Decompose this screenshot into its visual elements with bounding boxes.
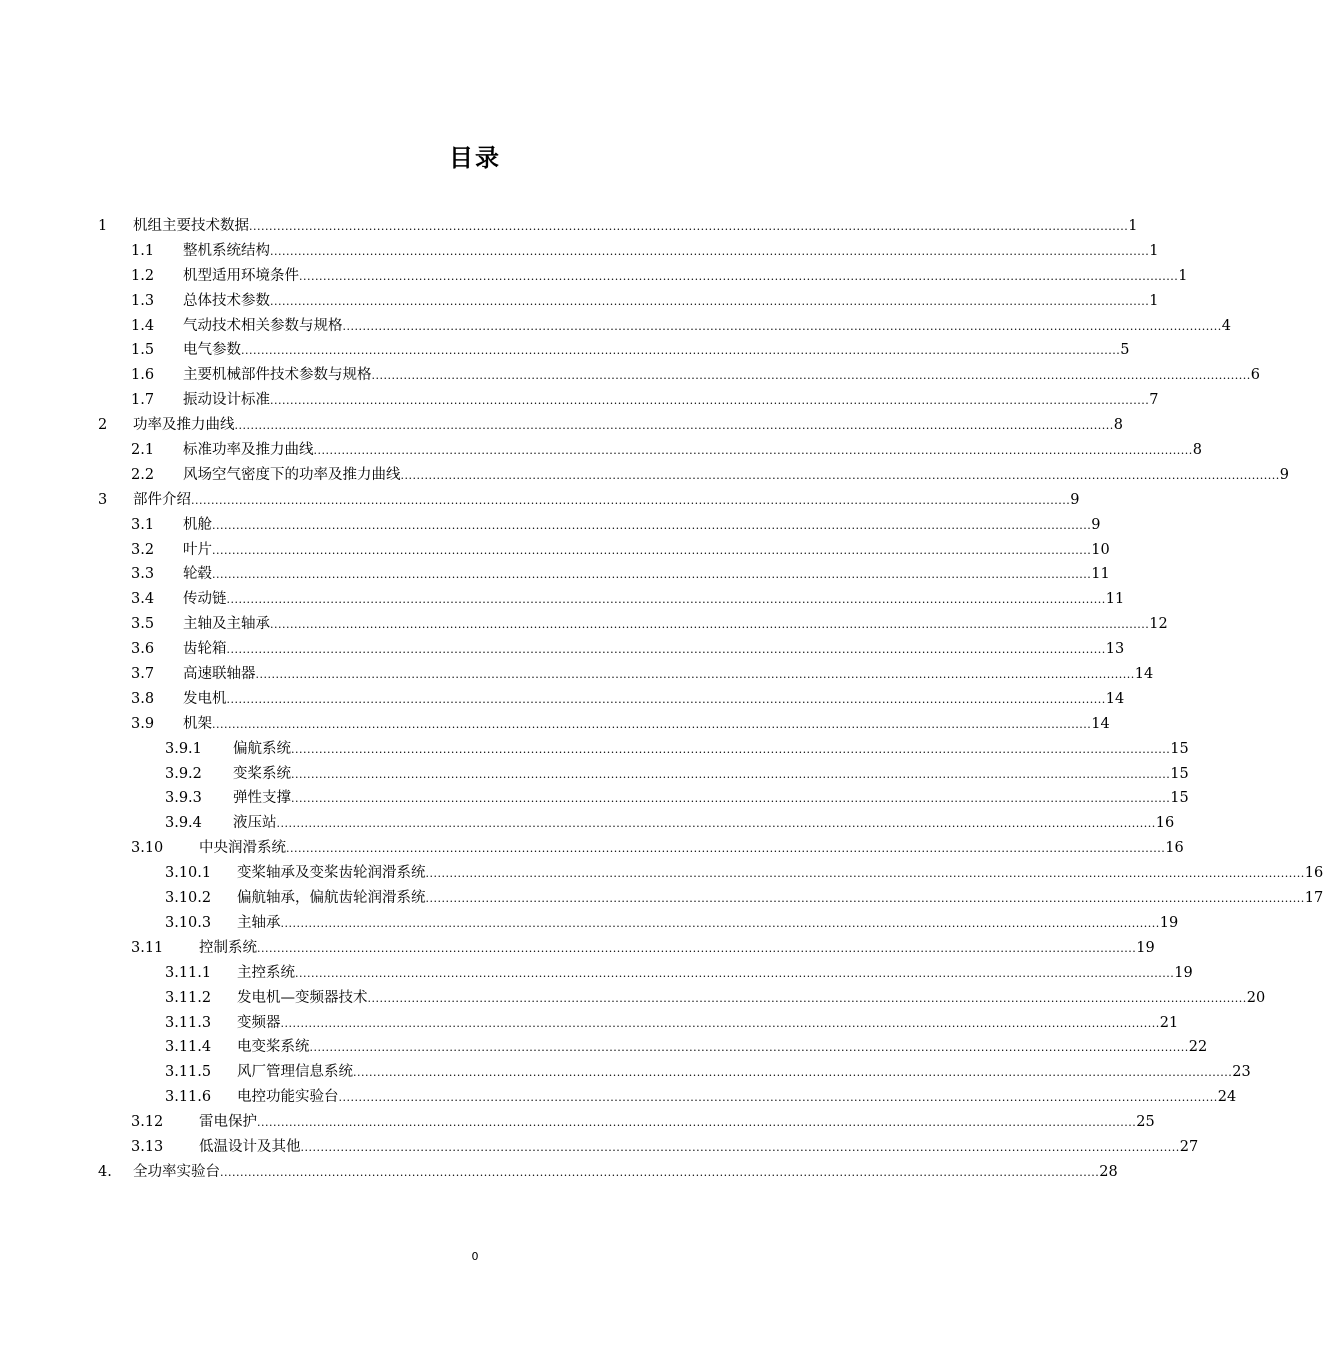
toc-entry-page: 14 — [1135, 662, 1153, 687]
toc-entry-number: 3.9.3 — [165, 790, 202, 807]
toc-entry-number: 1.4 — [131, 317, 155, 334]
toc-entry[interactable] — [0, 986, 1266, 1011]
toc-entry[interactable] — [0, 1160, 1118, 1185]
toc-leader-dots: ............................................................................................................................................................................................................................ — [212, 717, 1092, 731]
toc-entry[interactable] — [0, 886, 1323, 911]
toc-entry[interactable] — [0, 338, 1130, 363]
toc-entry-label[interactable]: 风厂管理信息系统 — [237, 1060, 353, 1085]
toc-entry-label[interactable]: 偏航系统 — [233, 737, 291, 762]
toc-entry-label[interactable]: 电控功能实验台 — [237, 1085, 339, 1110]
toc-entry[interactable] — [0, 289, 1159, 314]
toc-entry[interactable] — [0, 637, 1125, 662]
toc-entry-number: 2 — [98, 417, 108, 434]
toc-leader-dots: ............................................................................................................................................................................................................................ — [270, 618, 1150, 632]
toc-leader-dots: ............................................................................................................................................................................................................................ — [226, 593, 1106, 607]
toc-entry[interactable] — [0, 836, 1184, 861]
toc-entry-label[interactable]: 控制系统 — [199, 936, 257, 961]
toc-leader-dots: ............................................................................................................................................................................................................................ — [286, 842, 1166, 856]
toc-entry-number: 3.6 — [131, 641, 155, 658]
toc-entry-number: 3.2 — [131, 541, 155, 558]
toc-entry-page: 11 — [1091, 562, 1109, 587]
toc-entry-page: 19 — [1174, 961, 1192, 986]
toc-leader-dots: ............................................................................................................................................................................................................................ — [276, 817, 1156, 831]
toc-entry-label[interactable]: 低温设计及其他 — [199, 1135, 301, 1160]
toc-entry-number: 1 — [98, 218, 108, 234]
toc-entry-label[interactable]: 发电机 — [183, 687, 227, 712]
toc-entry-label[interactable]: 发电机—变频器技术 — [237, 986, 368, 1011]
toc-entry-number: 3.9.1 — [165, 740, 202, 757]
toc-entry-page: 16 — [1156, 811, 1174, 836]
toc-leader-dots: ............................................................................................................................................................................................................................ — [191, 493, 1071, 507]
toc-entry-label[interactable]: 主轴承 — [237, 911, 281, 936]
toc-entry-number: 3.12 — [131, 1114, 164, 1131]
toc-leader-dots: ............................................................................................................................................................................................................................ — [212, 568, 1092, 582]
toc-entry-label[interactable]: 主控系统 — [237, 961, 295, 986]
toc-entry-number: 3.11.5 — [165, 1064, 212, 1081]
toc-leader-dots: ............................................................................................................................................................................................................................ — [291, 792, 1171, 806]
toc-entry-label[interactable]: 机组主要技术数据 — [133, 214, 249, 239]
toc-leader-dots: ............................................................................................................................................................................................................................ — [249, 220, 1129, 233]
toc-entry[interactable] — [0, 936, 1155, 961]
toc-entry-label[interactable]: 弹性支撑 — [233, 786, 291, 811]
toc-leader-dots: ............................................................................................................................................................................................................................ — [226, 643, 1106, 657]
toc-entry[interactable] — [0, 612, 1168, 637]
toc-entry[interactable] — [0, 662, 1154, 687]
toc-leader-dots: ............................................................................................................................................................................................................................ — [342, 319, 1222, 333]
toc-entry-number: 3.10.1 — [165, 865, 212, 882]
toc-leader-dots: ............................................................................................................................................................................................................................ — [300, 1140, 1180, 1154]
toc-entry-page: 23 — [1232, 1060, 1250, 1085]
toc-entry[interactable] — [0, 861, 1323, 886]
toc-entry-number: 3 — [98, 491, 108, 508]
toc-leader-dots: ............................................................................................................................................................................................................................ — [226, 692, 1106, 706]
toc-entry-label[interactable]: 全功率实验台 — [133, 1160, 220, 1185]
toc-entry-number: 3.1 — [131, 516, 155, 533]
toc-leader-dots: ............................................................................................................................................................................................................................ — [400, 468, 1280, 482]
toc-entry[interactable] — [0, 1060, 1251, 1085]
toc-leader-dots: ............................................................................................................................................................................................................................ — [241, 344, 1121, 358]
toc-entry-label[interactable]: 机架 — [183, 712, 212, 737]
toc-entry-number: 1.7 — [131, 392, 155, 409]
toc-entry-label[interactable]: 部件介绍 — [133, 488, 191, 513]
toc-leader-dots: ............................................................................................................................................................................................................................ — [425, 892, 1305, 906]
toc-entry-label[interactable]: 齿轮箱 — [183, 637, 227, 662]
toc-entry-page: 16 — [1305, 861, 1323, 886]
toc-leader-dots: ............................................................................................................................................................................................................................ — [425, 867, 1305, 881]
toc-leader-dots: ............................................................................................................................................................................................................................ — [295, 966, 1175, 980]
toc-entry-page: 25 — [1136, 1110, 1154, 1135]
toc-entry-label[interactable]: 轮毂 — [183, 562, 212, 587]
toc-entry-label[interactable]: 主要机械部件技术参数与规格 — [183, 363, 372, 388]
toc-entry[interactable] — [0, 413, 1123, 438]
toc-entry[interactable] — [0, 264, 1188, 289]
toc-entry-number: 3.5 — [131, 616, 155, 633]
toc-entry-page: 10 — [1091, 538, 1109, 563]
toc-entry[interactable] — [0, 214, 1138, 239]
toc-leader-dots: ............................................................................................................................................................................................................................ — [309, 1041, 1189, 1055]
toc-entry-label[interactable]: 变桨轴承及变桨齿轮润滑系统 — [237, 861, 426, 886]
toc-entry-number: 1.6 — [131, 367, 155, 384]
toc-entry-page: 1 — [1149, 239, 1158, 264]
toc-entry-label[interactable]: 总体技术参数 — [183, 289, 270, 314]
toc-entry-label[interactable]: 液压站 — [233, 811, 277, 836]
toc-entry-page: 19 — [1160, 911, 1178, 936]
toc-entry-page: 8 — [1114, 413, 1123, 438]
toc-entry-label[interactable]: 传动链 — [183, 587, 227, 612]
toc-entry-page: 13 — [1106, 637, 1124, 662]
toc-entry-number: 3.10.3 — [165, 914, 212, 931]
toc-entry-number: 1.5 — [131, 342, 155, 359]
toc-entry-page: 1 — [1178, 264, 1187, 289]
toc-entry[interactable] — [0, 562, 1110, 587]
toc-entry-number: 3.10 — [131, 840, 164, 857]
toc-entry[interactable] — [0, 463, 1289, 488]
toc-entry[interactable] — [0, 1085, 1237, 1110]
toc-entry[interactable] — [0, 538, 1110, 563]
toc-entry-number: 1.3 — [131, 292, 155, 309]
toc-entry[interactable] — [0, 1035, 1208, 1060]
toc-leader-dots: ............................................................................................................................................................................................................................ — [291, 742, 1171, 756]
toc-leader-dots: ............................................................................................................................................................................................................................ — [212, 518, 1092, 532]
toc-entry[interactable] — [0, 762, 1189, 787]
toc-entry-number: 3.7 — [131, 666, 155, 683]
toc-entry-label[interactable]: 机型适用环境条件 — [183, 264, 299, 289]
toc-entry-label[interactable]: 功率及推力曲线 — [133, 413, 235, 438]
toc-entry-page: 11 — [1106, 587, 1124, 612]
toc-entry[interactable] — [0, 961, 1193, 986]
toc-entry-number: 2.2 — [131, 466, 155, 483]
toc-entry-number: 3.10.2 — [165, 890, 212, 907]
toc-entry-number: 3.9 — [131, 715, 155, 732]
toc-entry-number: 3.11.3 — [165, 1014, 212, 1031]
toc-entry-label[interactable]: 振动设计标准 — [183, 388, 270, 413]
toc-leader-dots: ............................................................................................................................................................................................................................ — [270, 244, 1150, 258]
toc-entry-page: 4 — [1222, 314, 1231, 339]
toc-entry[interactable] — [0, 811, 1175, 836]
toc-entry-number: 3.11 — [131, 939, 164, 956]
toc-leader-dots: ............................................................................................................................................................................................................................ — [270, 294, 1150, 308]
toc-leader-dots: ............................................................................................................................................................................................................................ — [353, 1066, 1233, 1080]
toc-entry-label[interactable]: 变桨系统 — [233, 762, 291, 787]
toc-entry[interactable] — [0, 1011, 1179, 1036]
toc-entry-label[interactable]: 主轴及主轴承 — [183, 612, 270, 637]
toc-leader-dots: ............................................................................................................................................................................................................................ — [291, 767, 1171, 781]
toc-entry-label[interactable]: 电变桨系统 — [237, 1035, 310, 1060]
toc-entry-page: 28 — [1099, 1160, 1117, 1185]
toc-leader-dots: ............................................................................................................................................................................................................................ — [299, 269, 1179, 283]
toc-entry-page: 9 — [1070, 488, 1079, 513]
toc-entry[interactable] — [0, 737, 1189, 762]
toc-entry[interactable] — [0, 314, 1231, 339]
toc-entry-page: 6 — [1251, 363, 1260, 388]
toc-entry-page: 27 — [1180, 1135, 1198, 1160]
toc-entry-number: 3.3 — [131, 566, 155, 583]
toc-entry-number: 3.11.1 — [165, 964, 212, 981]
toc-leader-dots: ............................................................................................................................................................................................................................ — [220, 1165, 1100, 1179]
toc-entry-page: 22 — [1189, 1035, 1207, 1060]
toc-entry-page: 5 — [1120, 338, 1129, 363]
toc-entry[interactable] — [0, 1135, 1199, 1160]
toc-entry-number: 3.13 — [131, 1138, 164, 1155]
toc-entry-number: 4. — [98, 1163, 112, 1180]
toc-entry-page: 14 — [1106, 687, 1124, 712]
toc-entry[interactable] — [0, 687, 1125, 712]
toc-entry[interactable] — [0, 911, 1179, 936]
toc-leader-dots: ............................................................................................................................................................................................................................ — [257, 1116, 1137, 1130]
toc-entry-page: 9 — [1280, 463, 1289, 488]
toc-leader-dots: ............................................................................................................................................................................................................................ — [313, 444, 1193, 458]
toc-entry[interactable] — [0, 388, 1159, 413]
toc-entry-page: 20 — [1247, 986, 1265, 1011]
toc-leader-dots: ............................................................................................................................................................................................................................ — [338, 1091, 1218, 1105]
toc-leader-dots: ............................................................................................................................................................................................................................ — [280, 916, 1160, 930]
toc-entry[interactable] — [0, 1110, 1155, 1135]
toc-leader-dots: ............................................................................................................................................................................................................................ — [234, 419, 1114, 433]
toc-leader-dots: ............................................................................................................................................................................................................................ — [367, 991, 1247, 1005]
toc-entry-number: 1.2 — [131, 267, 155, 284]
toc-entry-label[interactable]: 电气参数 — [183, 338, 241, 363]
toc-leader-dots: ............................................................................................................................................................................................................................ — [255, 668, 1135, 682]
toc-entry-number: 1.1 — [131, 242, 155, 259]
toc-leader-dots: ............................................................................................................................................................................................................................ — [371, 369, 1251, 383]
toc-entry[interactable] — [0, 712, 1110, 737]
toc-entry-page: 21 — [1160, 1011, 1178, 1036]
toc-entry[interactable] — [0, 239, 1159, 264]
toc-entry-page: 12 — [1149, 612, 1167, 637]
toc-entry-number: 3.11.4 — [165, 1039, 212, 1056]
toc-entry-label[interactable]: 雷电保护 — [199, 1110, 257, 1135]
toc-entry-page: 1 — [1128, 214, 1137, 239]
toc-leader-dots: ............................................................................................................................................................................................................................ — [280, 1016, 1160, 1030]
toc-entry-number: 3.9.4 — [165, 815, 202, 832]
toc-entry-page: 1 — [1149, 289, 1158, 314]
toc-entry-label[interactable]: 风场空气密度下的功率及推力曲线 — [183, 463, 401, 488]
toc-entry[interactable] — [0, 587, 1125, 612]
toc-entry-number: 3.4 — [131, 591, 155, 608]
toc-entry-label[interactable]: 机舱 — [183, 513, 212, 538]
toc-entry-label[interactable]: 气动技术相关参数与规格 — [183, 314, 343, 339]
toc-leader-dots: ............................................................................................................................................................................................................................ — [212, 543, 1092, 557]
toc-entry-label[interactable]: 整机系统结构 — [183, 239, 270, 264]
toc-entry[interactable] — [0, 438, 1202, 463]
toc-entry[interactable] — [0, 363, 1260, 388]
toc-entry-number: 3.8 — [131, 690, 155, 707]
toc-entry-number: 2.1 — [131, 442, 155, 459]
toc-entry-page: 19 — [1136, 936, 1154, 961]
toc-entry-page: 16 — [1165, 836, 1183, 861]
toc-entry[interactable] — [0, 513, 1101, 538]
toc-entry-label[interactable]: 叶片 — [183, 538, 212, 563]
toc-entry-page: 15 — [1170, 786, 1188, 811]
table-of-contents — [0, 214, 1323, 1185]
toc-entry[interactable] — [0, 786, 1189, 811]
toc-entry-label[interactable]: 变频器 — [237, 1011, 281, 1036]
toc-entry-label[interactable]: 中央润滑系统 — [199, 836, 286, 861]
toc-entry-page: 17 — [1305, 886, 1323, 911]
toc-leader-dots: ............................................................................................................................................................................................................................ — [257, 941, 1137, 955]
toc-entry-page: 14 — [1091, 712, 1109, 737]
toc-entry-label[interactable]: 标准功率及推力曲线 — [183, 438, 314, 463]
toc-entry-page: 9 — [1091, 513, 1100, 538]
toc-entry-number: 3.9.2 — [165, 765, 202, 782]
toc-entry-number: 3.11.2 — [165, 989, 212, 1006]
page-number: 0 — [471, 1250, 479, 1263]
toc-entry-page: 7 — [1149, 388, 1158, 413]
toc-entry-page: 15 — [1170, 737, 1188, 762]
toc-entry-page: 15 — [1170, 762, 1188, 787]
toc-entry-page: 24 — [1218, 1085, 1236, 1110]
toc-entry-page: 8 — [1193, 438, 1202, 463]
toc-entry-label[interactable]: 偏航轴承，偏航齿轮润滑系统 — [237, 886, 426, 911]
toc-entry[interactable] — [0, 488, 1080, 513]
toc-leader-dots: ............................................................................................................................................................................................................................ — [270, 394, 1150, 408]
page-title: 目录 — [449, 144, 501, 172]
toc-entry-label[interactable]: 高速联轴器 — [183, 662, 256, 687]
toc-entry-number: 3.11.6 — [165, 1089, 212, 1106]
